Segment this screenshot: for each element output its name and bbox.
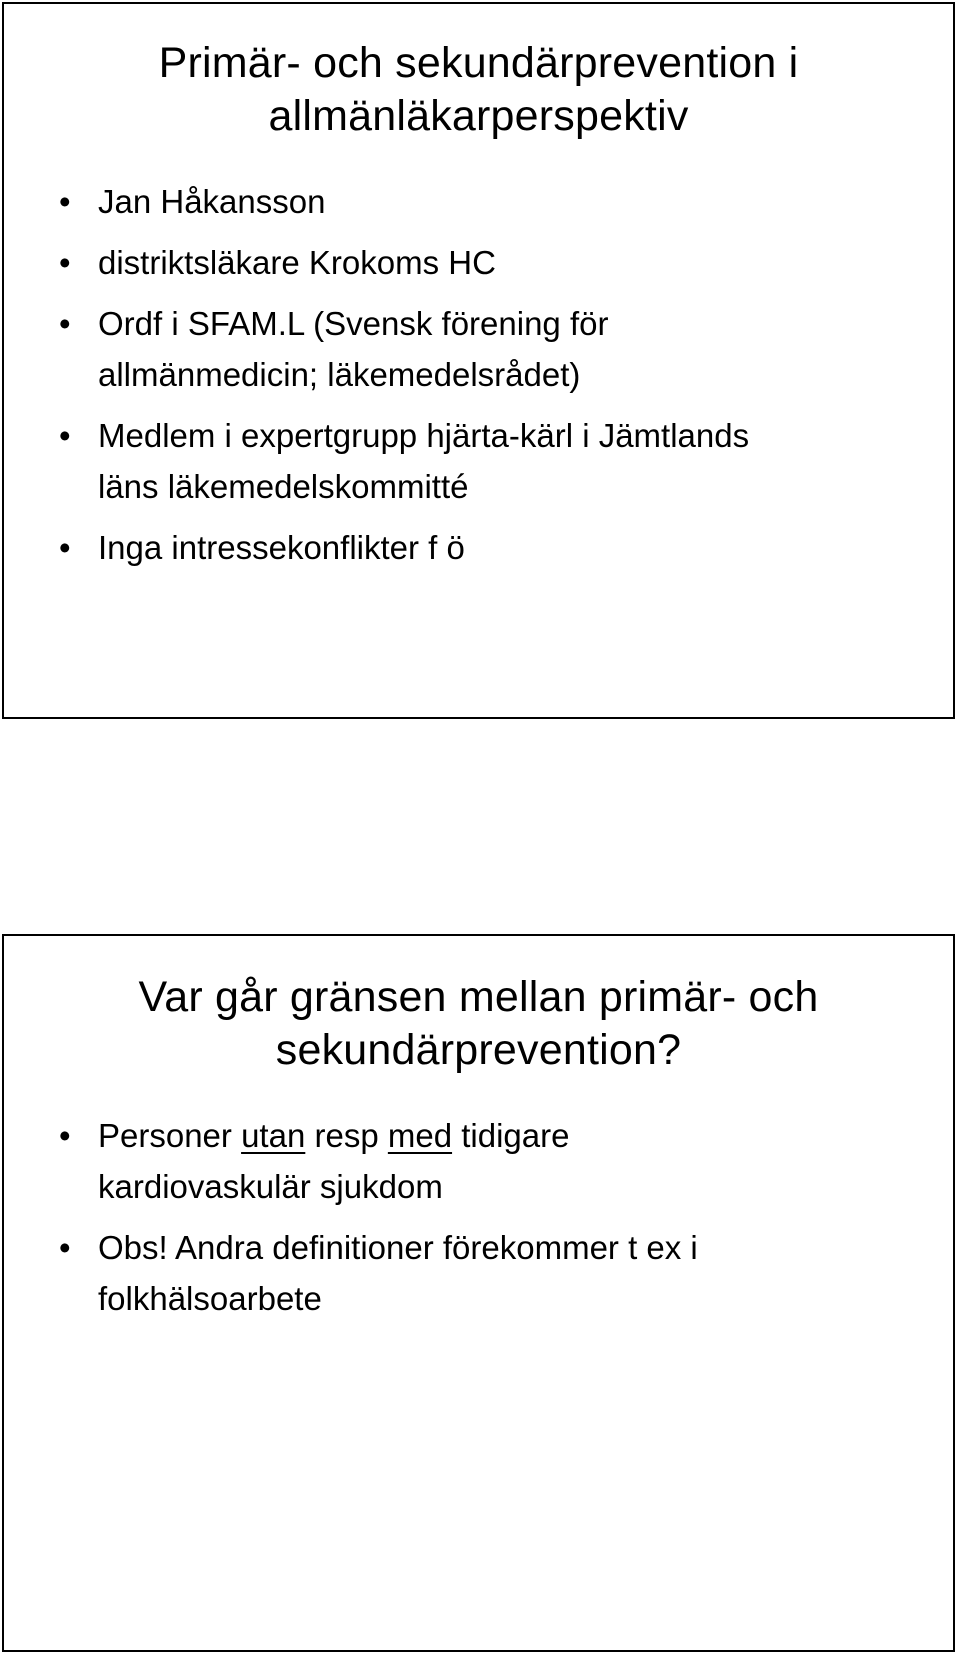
bullet-text: Obs! Andra definitioner förekommer t ex i <box>98 1229 698 1266</box>
bullet-icon: • <box>59 529 71 566</box>
bullet-icon: • <box>59 244 71 281</box>
bullet-item <box>59 176 933 227</box>
bullet-text: folkhälsoarbete <box>98 1280 322 1317</box>
bullet-text <box>98 1110 933 1161</box>
slide-1 <box>2 2 955 719</box>
bullet-icon: • <box>59 1229 71 1266</box>
bullet-icon: • <box>59 417 71 454</box>
text-segment: resp <box>305 1117 388 1154</box>
title-line: sekundärprevention? <box>275 1026 682 1074</box>
slide-1-bullet-list <box>59 176 933 583</box>
bullet-text: Inga intressekonflikter f ö <box>98 529 465 566</box>
bullet-text: Jan Håkansson <box>98 183 326 220</box>
title-line: Var går gränsen mellan primär- och <box>138 973 819 1021</box>
bullet-item <box>59 522 933 573</box>
title-line: Primär- och sekundärprevention i <box>158 39 799 87</box>
bullet-text: allmänmedicin; läkemedelsrådet) <box>98 356 581 393</box>
text-segment: tidigare <box>452 1117 570 1154</box>
bullet-icon: • <box>59 183 71 220</box>
bullet-text: Ordf i SFAM.L (Svensk förening för <box>98 305 609 342</box>
underlined-word: utan <box>241 1117 306 1154</box>
slide-2-title <box>44 971 913 1077</box>
bullet-item <box>59 1110 933 1212</box>
title-line: allmänläkarperspektiv <box>268 92 689 140</box>
bullet-text: kardiovaskulär sjukdom <box>98 1168 443 1205</box>
bullet-text: Medlem i expertgrupp hjärta-kärl i Jämtlands <box>98 417 750 454</box>
bullet-item <box>59 237 933 288</box>
bullet-item <box>59 410 933 512</box>
text-segment: Personer <box>98 1117 242 1154</box>
slide-1-title <box>44 37 913 143</box>
underlined-word: med <box>387 1117 453 1154</box>
slide-2 <box>2 934 955 1652</box>
bullet-icon: • <box>59 1117 71 1154</box>
bullet-text: distriktsläkare Krokoms HC <box>98 244 496 281</box>
bullet-item <box>59 298 933 400</box>
bullet-item <box>59 1222 933 1324</box>
bullet-text: läns läkemedelskommitté <box>98 468 469 505</box>
bullet-icon: • <box>59 305 71 342</box>
slide-2-bullet-list <box>59 1110 933 1334</box>
